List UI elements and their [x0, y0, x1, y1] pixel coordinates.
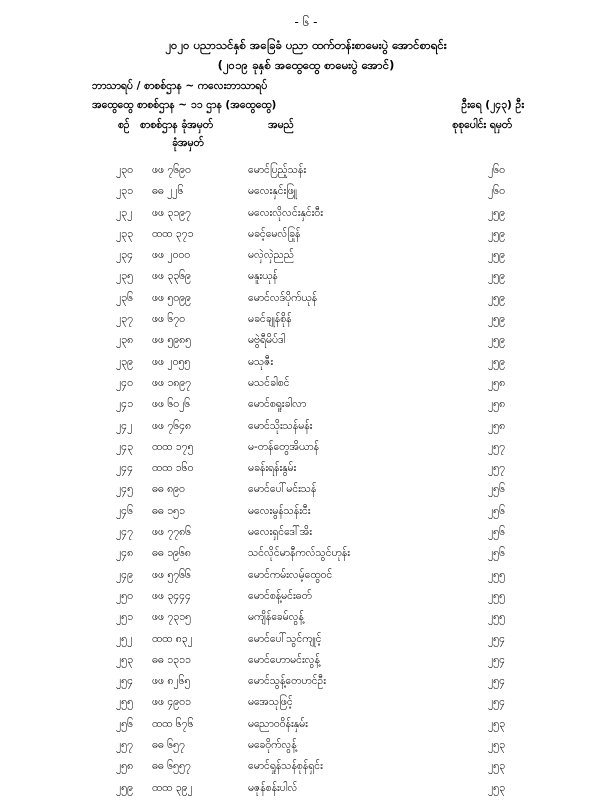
- candidate-name: မလေးရှင်ဒေါ်အိး: [248, 526, 312, 539]
- row-number: ၂၄၆: [116, 504, 133, 517]
- total-marks: ၂၆၀: [488, 164, 505, 176]
- row-number: ၂၅၁: [116, 611, 133, 624]
- total-marks: ၂၅၄: [488, 632, 505, 645]
- page-number: - ၆ -: [294, 15, 318, 29]
- table-row: [0, 441, 612, 462]
- roll-number: ဖဖ ၃၄၄၄: [152, 589, 191, 602]
- results-list: [0, 164, 612, 803]
- table-row: [0, 718, 612, 739]
- table-row: [0, 696, 612, 717]
- roll-number: ဖဖ ၃၁၉၇: [152, 206, 191, 219]
- roll-number: ဓဓ ၁၅၁: [152, 504, 185, 517]
- roll-number: ဓဓ ၈၉၀: [152, 483, 185, 496]
- total-marks: ၂၅၆: [488, 504, 505, 517]
- roll-number: ဓဓ ၂၂၆: [152, 185, 184, 198]
- document-subtitle: (၂၀၁၉ ခုနှစ် အထွေထွေ စာမေးပွဲ အောင်): [217, 58, 395, 72]
- row-number: ၂၅၃: [116, 653, 133, 666]
- total-marks: ၂၅၅: [488, 611, 505, 624]
- total-marks: ၂၅၇: [488, 462, 505, 475]
- row-number: ၂၃၉: [116, 355, 133, 368]
- subject-line: ဘာသာရပ် / စာစစ်ဌာန ~ ကလေးဘာသာရပ်: [92, 80, 268, 92]
- table-row: [0, 334, 612, 355]
- row-number: ၂၃၇: [116, 313, 133, 326]
- candidate-name: မောင်ပေါ်မင်းသန်: [248, 483, 317, 496]
- candidate-name: မောင်စန့်မင်းဓတ်: [248, 589, 312, 602]
- total-marks: ၂၅၇: [488, 440, 505, 453]
- roll-number: ဖဖ ၁၈၉၇: [152, 376, 192, 389]
- table-row: [0, 675, 612, 696]
- roll-number: ထထ ၃၉၂: [152, 781, 193, 794]
- row-number: ၂၅၇: [116, 739, 133, 752]
- candidate-name: မလေးမွန်သန်းငီး: [248, 504, 311, 517]
- roll-number: ဖဖ ၈၂၆၅: [152, 675, 191, 688]
- column-header-roll-sub: ခုံအမှတ်: [172, 137, 204, 149]
- total-marks: ၂၆၀: [488, 185, 505, 198]
- roll-number: ထထ ၁၇၅: [152, 440, 194, 453]
- total-marks: ၂၅၉: [488, 270, 505, 283]
- row-number: ၂၄၈: [116, 547, 134, 560]
- row-number: ၂၃၂: [116, 206, 133, 219]
- candidate-name: မောင်သွန့်တေဟင်ဦး: [248, 675, 326, 688]
- total-marks: ၂၅၆: [488, 526, 505, 539]
- roll-number: ထထ ၆၇၆: [152, 717, 194, 730]
- candidate-name: မောင်သိုးသန်မန်း: [248, 419, 313, 432]
- table-row: [0, 569, 612, 590]
- table-row: [0, 420, 612, 441]
- total-marks: ၂၅၄: [488, 675, 505, 688]
- column-header-name: အမည်: [268, 119, 294, 131]
- row-number: ၂၃၅: [116, 270, 133, 283]
- table-row: [0, 292, 612, 313]
- candidate-name: သင်လိုင်မာနီကလ်သွင်ဟုန်း: [248, 547, 350, 560]
- roll-number: ဖဖ ၇၇၈၆: [152, 526, 192, 539]
- candidate-name: မဇုန်စန်းပါလ်: [248, 781, 298, 794]
- table-row: [0, 526, 612, 547]
- table-row: [0, 505, 612, 526]
- row-number: ၂၄၇: [116, 526, 133, 539]
- table-row: [0, 633, 612, 654]
- total-marks: ၂၅၃: [488, 739, 505, 752]
- table-row: [0, 356, 612, 377]
- column-header-roll: စာစစ်ဌာန ခုံအမှတ်: [140, 119, 214, 131]
- table-row: [0, 207, 612, 228]
- row-number: ၂၅၉: [116, 781, 133, 794]
- total-marks: ၂၅၈: [488, 398, 506, 411]
- row-number: ၂၄၀: [116, 376, 133, 389]
- row-number: ၂၄၉: [116, 568, 133, 581]
- exam-centre-line: အထွေထွေ စာစစ်ဌာန ~ ၁၁ ဌာန (အထွေထွေ): [92, 99, 277, 111]
- total-marks: ၂၅၉: [488, 227, 505, 240]
- row-number: ၂၃၁: [116, 185, 133, 198]
- table-row: [0, 782, 612, 803]
- total-marks: ၂၅၄: [488, 653, 505, 666]
- total-marks: ၂၅၅: [488, 568, 505, 581]
- total-marks: ၂၅၃: [488, 781, 505, 794]
- candidate-name: မခေဝိုက်လွန့်: [248, 739, 297, 752]
- table-row: [0, 739, 612, 760]
- table-row: [0, 760, 612, 781]
- table-row: [0, 398, 612, 419]
- candidate-name: မောင်ရှုန်သန်စုန်ရှင်း: [248, 760, 323, 773]
- roll-number: ဓဓ ၁၉၆၈: [152, 547, 191, 560]
- total-marks: ၂၅၉: [488, 334, 505, 347]
- table-row: [0, 249, 612, 270]
- table-row: [0, 377, 612, 398]
- candidate-name: မခင်ချုန်စိုန်: [248, 313, 292, 326]
- total-marks: ၂၅၉: [488, 355, 505, 368]
- total-marks: ၂၅၃: [488, 760, 505, 773]
- candidate-name: မအေသုဖြင့်: [248, 696, 293, 709]
- total-marks: ၂၅၆: [488, 483, 505, 496]
- row-number: ၂၅၂: [116, 632, 133, 645]
- candidate-name: မညောဝဝိန်းနှမ်း: [248, 717, 308, 730]
- total-marks: ၂၅၉: [488, 313, 505, 326]
- roll-number: ဓဓ ၁၃၁၁: [152, 653, 191, 666]
- candidate-count: ဦးရေ (၂၄၃) ဦး: [461, 99, 524, 111]
- roll-number: ဖဖ ၃၃၆၉: [152, 270, 191, 283]
- roll-number: ဖဖ ၆၇၀: [152, 313, 186, 326]
- roll-number: ဖဖ ၅၇၆၆: [152, 568, 191, 581]
- candidate-name: မလေးနှင်းဖြူ: [248, 185, 297, 198]
- table-row: [0, 611, 612, 632]
- column-header-marks: စုစုပေါင်း ရမှတ်: [452, 119, 512, 131]
- roll-number: ဖဖ ၇၃၁၅: [152, 611, 191, 624]
- roll-number: ဖဖ ၇၆၄၈: [152, 419, 192, 432]
- table-row: [0, 483, 612, 504]
- roll-number: ဖဖ ၄၉၀၁: [152, 696, 191, 709]
- roll-number: ထထ ၁၆၀: [152, 462, 194, 475]
- total-marks: ၂၅၉: [488, 291, 505, 304]
- row-number: ၂၄၄: [116, 462, 133, 475]
- table-row: [0, 270, 612, 291]
- roll-number: ဖဖ ၅၀၉၉: [152, 291, 191, 304]
- row-number: ၂၃၆: [116, 291, 133, 304]
- row-number: ၂၃၄: [116, 249, 133, 262]
- row-number: ၂၅၀: [116, 589, 133, 602]
- row-number: ၂၄၂: [116, 419, 133, 432]
- total-marks: ၂၅၉: [488, 206, 505, 219]
- roll-number: ထထ ၃၇၁: [152, 227, 194, 240]
- row-number: ၂၅၅: [116, 696, 133, 709]
- roll-number: ထထ ၈၃၂: [152, 632, 193, 645]
- candidate-name: မခင့်မေလ်ခြုန်: [248, 227, 301, 240]
- roll-number: ဓဓ ၆၅၅၇: [152, 760, 191, 773]
- row-number: ၂၃၈: [116, 334, 134, 347]
- candidate-name: မောင်ဟောမင်းလွန့်: [248, 653, 320, 666]
- row-number: ၂၄၁: [116, 398, 133, 411]
- candidate-name: မောင်လဒ်ပိုက်ယုန်: [248, 291, 318, 304]
- candidate-name: မ-တန်တွေအိယာန်: [248, 440, 319, 453]
- table-row: [0, 590, 612, 611]
- table-row: [0, 547, 612, 568]
- candidate-name: မလေးလိုလင်းနှင်းဝီး: [248, 206, 323, 219]
- candidate-name: မောင်ပြည့်သန်း: [248, 164, 306, 176]
- table-row: [0, 185, 612, 206]
- total-marks: ၂၅၉: [488, 249, 505, 262]
- roll-number: ဖဖ ၆၀၂၆: [152, 398, 191, 411]
- table-row: [0, 313, 612, 334]
- roll-number: ဖဖ ၇၆၉၀: [152, 164, 191, 176]
- candidate-name: မကျိန်ခေမ်လွန့်: [248, 611, 304, 624]
- total-marks: ၂၅၈: [488, 376, 506, 389]
- row-number: ၂၅၄: [116, 675, 133, 688]
- row-number: ၂၃၀: [116, 164, 133, 176]
- table-row: [0, 462, 612, 483]
- candidate-name: မောင်ကမ်းလမ့်ထွေဝင်: [248, 568, 333, 581]
- table-row: [0, 228, 612, 249]
- candidate-name: မဗွဲရီမိပ်ဒါ: [248, 334, 286, 347]
- table-row: [0, 654, 612, 675]
- row-number: ၂၅၈: [116, 760, 134, 773]
- candidate-name: မသုဇီး: [248, 355, 274, 368]
- row-number: ၂၄၃: [116, 440, 133, 453]
- table-row: [0, 164, 612, 185]
- roll-number: ဓဓ ၆၅၇: [152, 739, 185, 752]
- candidate-name: မောင်စရူးခါလာ: [248, 398, 307, 411]
- candidate-name: မနူးယုန်: [248, 270, 278, 283]
- total-marks: ၂၅၅: [488, 589, 505, 602]
- total-marks: ၂၅၆: [488, 547, 505, 560]
- document-title: ၂၀၂၀ ပညာသင်နှစ် အခြေခံ ပညာ ထက်တန်းစာမေးပွဲ အောင်စာရင်း: [165, 38, 447, 52]
- roll-number: ဖဖ ၂၀၀၀: [152, 249, 191, 262]
- candidate-name: မသင်ခါစင်: [248, 376, 290, 389]
- total-marks: ၂၅၃: [488, 717, 505, 730]
- row-number: ၂၃၃: [116, 227, 133, 240]
- column-header-no: စဉ်: [118, 119, 130, 131]
- roll-number: ဖဖ ၅၉၈၅: [152, 334, 192, 347]
- total-marks: ၂၅၈: [488, 419, 506, 432]
- roll-number: ဖဖ ၂၀၅၅: [152, 355, 191, 368]
- candidate-name: မလှဲလှဲညည်: [248, 249, 294, 262]
- total-marks: ၂၅၄: [488, 696, 505, 709]
- row-number: ၂၄၅: [116, 483, 133, 496]
- candidate-name: မောင်ပေါ်သွင်ကျုင့်: [248, 632, 322, 645]
- row-number: ၂၅၆: [116, 717, 133, 730]
- candidate-name: မခန်းရန်းနွမ်း: [248, 462, 297, 475]
